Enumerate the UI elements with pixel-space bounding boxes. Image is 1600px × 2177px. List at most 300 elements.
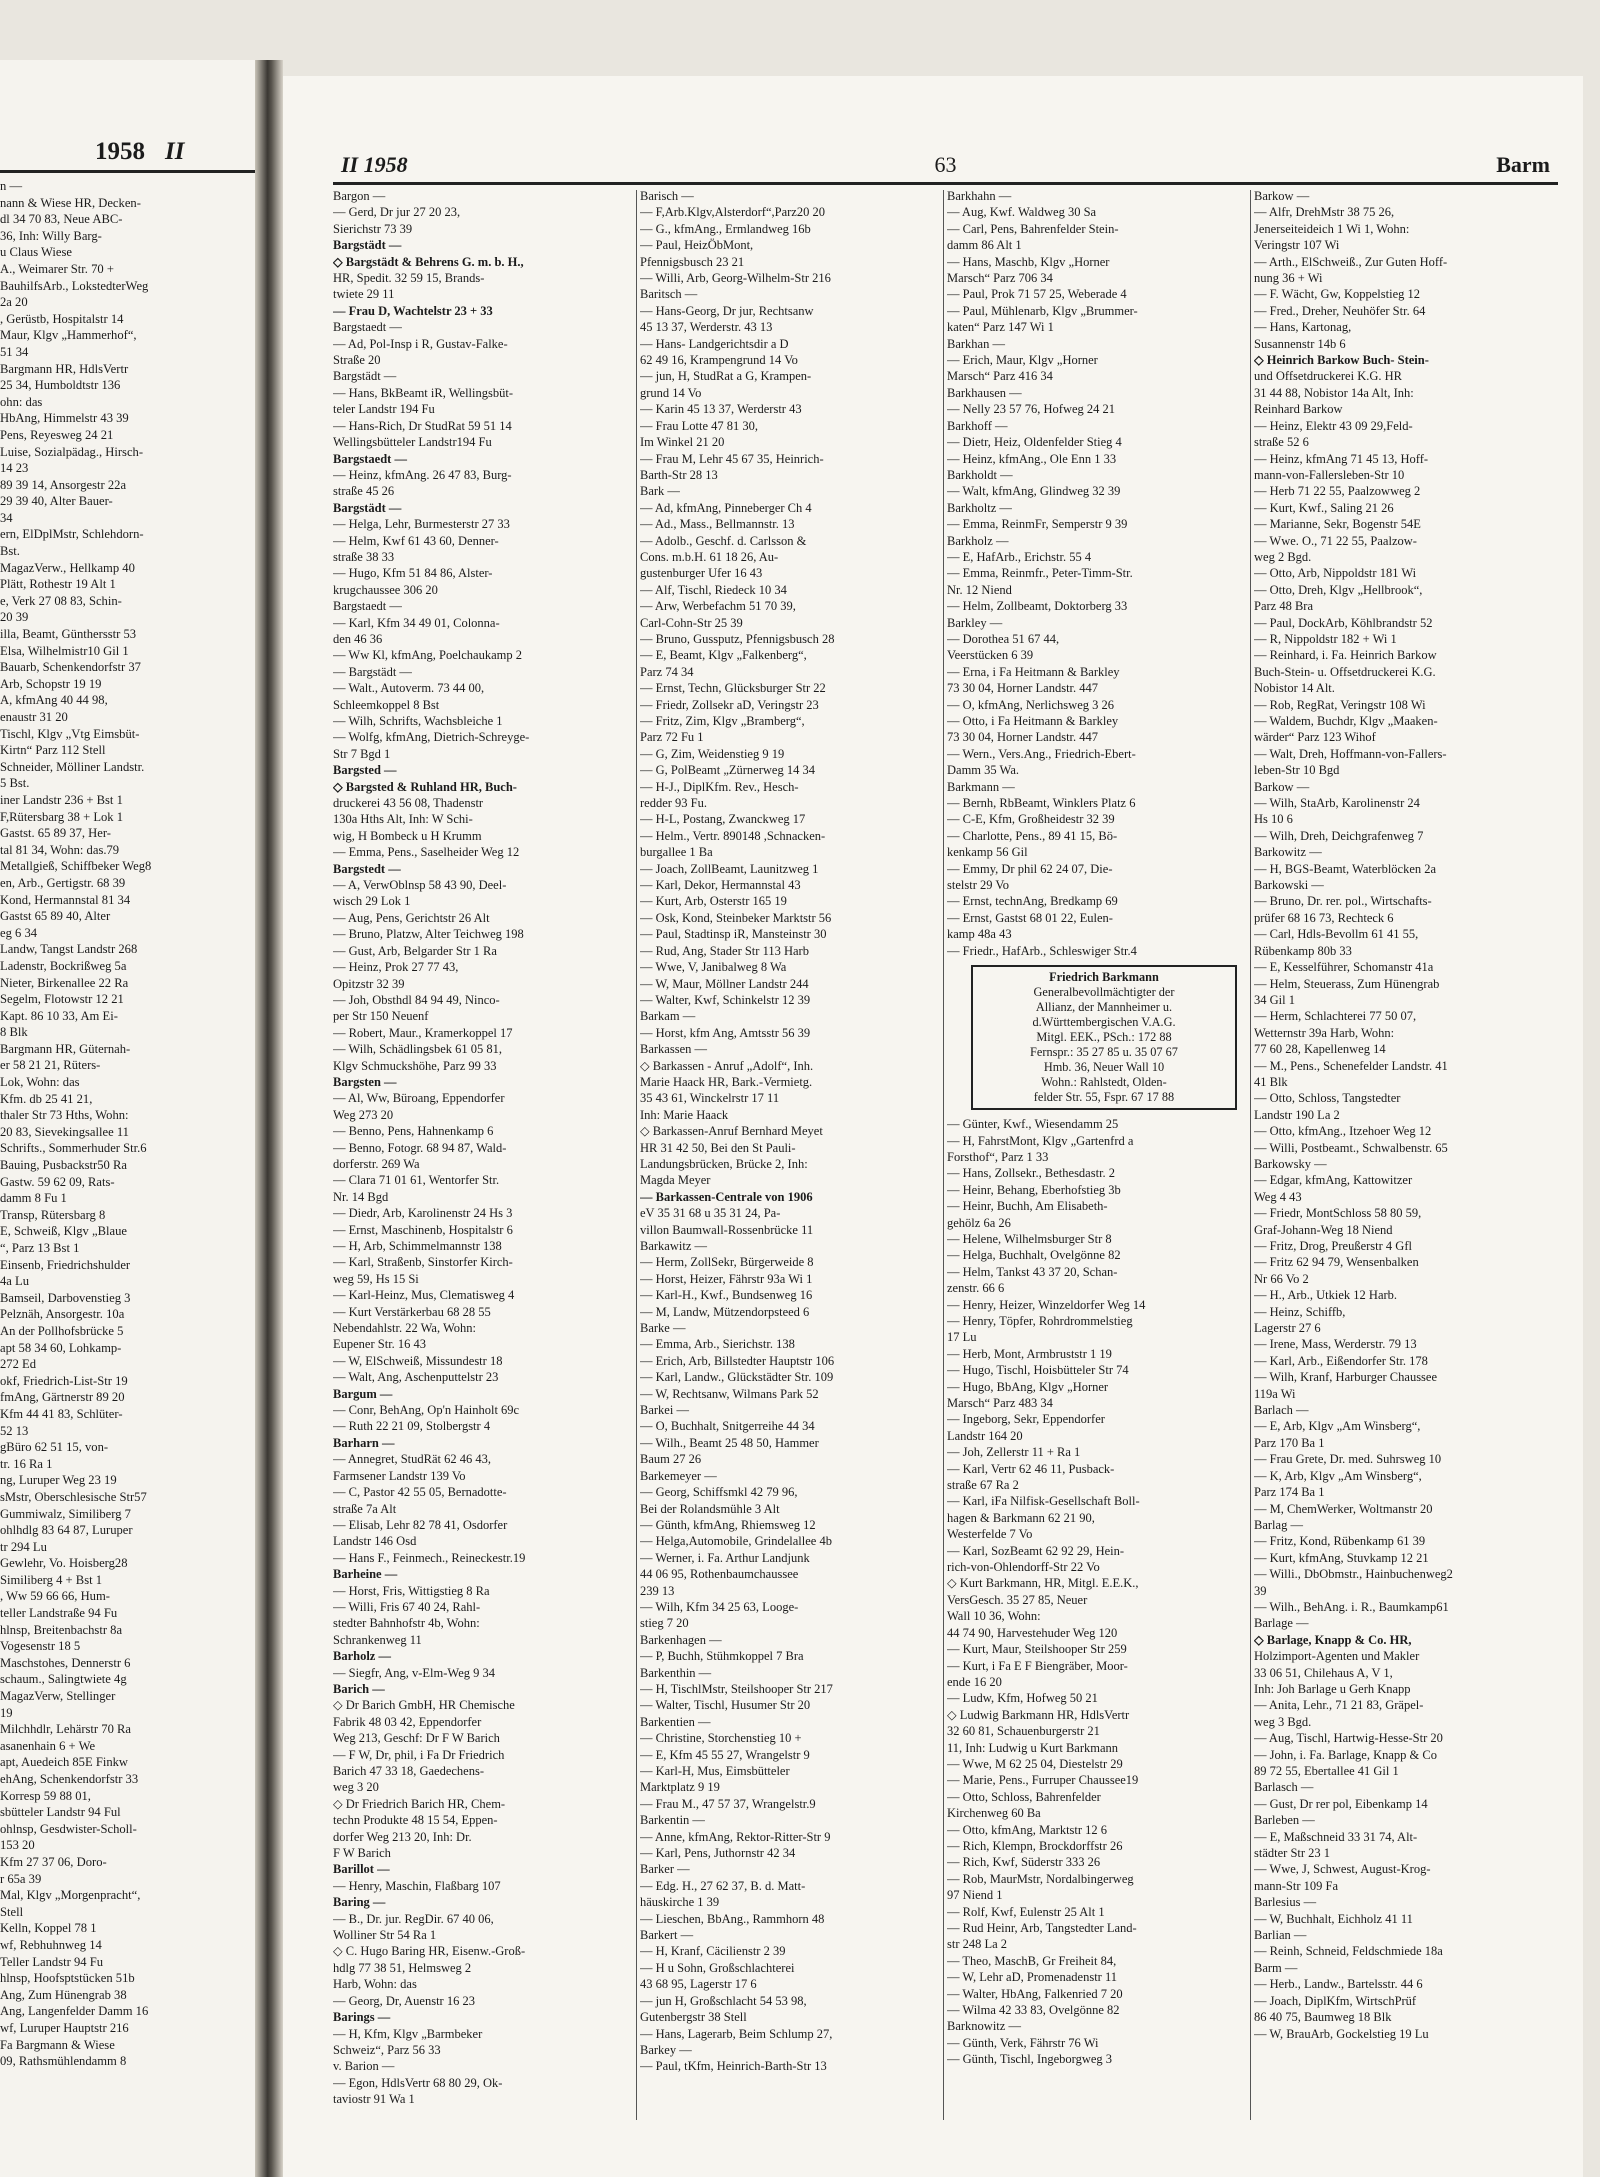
left-page-line: Kond, Hermannstal 81 34 [0,892,131,907]
left-page-line: Vogesenstr 18 5 [0,1639,81,1654]
directory-entry: — Paul, DockArb, Köhlbrandstr 52 [1254,615,1433,630]
directory-entry: Schrankenweg 11 [333,1632,422,1647]
directory-entry: — Heinz, kfmAng., Ole Enn 1 33 [947,451,1117,466]
directory-entry: hagen & Barkmann 62 21 90, [947,1510,1095,1525]
directory-entry: — Henry, Heizer, Winzeldorfer Weg 14 [947,1297,1146,1312]
directory-entry: teler Landstr 194 Fu [333,402,435,417]
directory-entry: — Willi, Fris 67 40 24, Rahl- [333,1599,481,1614]
directory-entry: — Kurt, i Fa E F Biengräber, Moor- [947,1658,1128,1673]
left-page-entries [0,178,255,2070]
directory-entry: — Henry, Maschin, Flaßbarg 107 [333,1878,501,1893]
directory-entry: Schweiz“, Parz 56 33 [333,2042,441,2057]
directory-entry: Barkowsky — [1254,1156,1327,1171]
directory-entry: — Ernst, Gastst 68 01 22, Eulen- [947,910,1113,925]
directory-entry: Nr. 14 Bgd [333,1189,389,1204]
directory-entry: stieg 7 20 [640,1616,689,1631]
advertisement-line: Mitgl. EEK., PSch.: 172 88 [1036,1030,1172,1045]
directory-entry: hdlg 77 38 51, Helmsweg 2 [333,1960,472,1975]
left-page-line: ern, ElDplMstr, Schlehdorn- [0,527,144,542]
directory-entry: Reinhard Barkow [1254,402,1343,417]
left-page-line: Pens, Reyesweg 24 21 [0,427,114,442]
directory-entry: — Frau D, Wachtelstr 23 + 33 [333,303,493,318]
left-page-line: illa, Beamt, Günthersstr 53 [0,627,137,642]
directory-entry: Nr. 12 Niend [947,582,1012,597]
directory-entry: Marktplatz 9 19 [640,1780,720,1795]
directory-entry: Barkam — [640,1009,696,1024]
advertisement-line: Allianz, der Mannheimer u. [1035,1000,1173,1015]
left-page-line: Gastst. 65 89 37, Her- [0,826,111,841]
directory-entry: Schleemkoppel 8 Bst [333,697,440,712]
directory-entry: gehölz 6a 26 [947,1215,1011,1230]
directory-entry: v. Barion — [333,2059,395,2074]
left-page-line: r 65a 39 [0,1871,42,1886]
left-page-line: ng, Luruper Weg 23 19 [0,1473,117,1488]
directory-entry: dorferstr. 269 Wa [333,1156,420,1171]
left-page-line: nann & Wiese HR, Decken- [0,195,141,210]
directory-entry: Barkholtz — [947,500,1012,515]
directory-entry: Parz 74 34 [640,664,694,679]
directory-entry: Wetternstr 39a Harb, Wohn: [1254,1025,1395,1040]
directory-entry: — M., Pens., Schenefelder Landstr. 41 [1254,1058,1448,1073]
directory-entry: — Gust, Dr rer pol, Eibenkamp 14 [1254,1796,1428,1811]
directory-entry: rich-von-Ohlendorff-Str 22 Vo [947,1560,1100,1575]
directory-entry: — Otto, i Fa Heitmann & Barkley [947,714,1119,728]
directory-entry: — Friedr., HafArb., Schleswiger Str.4 [947,943,1137,958]
directory-entry: — Helga, Buchhalt, Ovelgönne 82 [947,1248,1121,1263]
directory-page [283,76,1583,2177]
directory-entry: Bargsted — [333,763,397,778]
directory-entry: — Herb., Landw., Bartelsstr. 44 6 [1254,1977,1423,1992]
directory-entry: — Karl, iFa Nilfisk-Gesellschaft Boll- [947,1494,1140,1509]
directory-entry: — Günth, Tischl, Ingeborgweg 3 [947,2052,1113,2067]
directory-entry: Magda Meyer [640,1173,711,1188]
directory-entry: Bargstaedt — [333,320,402,335]
directory-entry: — Helm., Vertr. 890148 ,Schnacken- [640,828,826,843]
directory-entry: — F,Arb.Klgv,Alsterdorf“,Parz20 20 [640,205,825,220]
directory-entry: — Edg. H., 27 62 37, B. d. Matt- [640,1878,806,1893]
directory-entry: Barkmann — [947,779,1015,794]
directory-entry: — Friedr, MontSchloss 58 80 59, [1254,1206,1422,1221]
directory-entry: — Rolf, Kwf, Eulenstr 25 Alt 1 [947,1904,1105,1919]
directory-entry: — Wwe, J, Schwest, August-Krog- [1254,1862,1431,1877]
directory-entry: Barkhahn — [947,189,1012,203]
directory-entry: — Irene, Mass, Werderstr. 79 13 [1254,1337,1417,1352]
directory-entry: — Rud Heinr, Arb, Tangstedter Land- [947,1921,1137,1935]
left-page-line: Schrifts., Sommerhuder Str.6 [0,1141,147,1156]
directory-entry: — Paul, tKfm, Heinrich-Barth-Str 13 [640,2059,827,2074]
left-page-line: iner Landstr 236 + Bst 1 [0,792,123,807]
directory-entry: Bei der Rolandsmühle 3 Alt [640,1501,780,1516]
directory-entry: kenkamp 56 Gil [947,845,1028,860]
directory-entry: Westerfelde 7 Vo [947,1527,1033,1542]
directory-entry: weg 3 20 [333,1780,379,1795]
directory-entry: — Heinz, Elektr 43 09 29,Feld- [1254,418,1413,433]
directory-entry: — Emma, ReinmFr, Semperstr 9 39 [947,517,1128,532]
directory-entry: — Wilh, Schädlingsbek 61 05 81, [333,1042,503,1057]
directory-entry: ◇ Ludwig Barkmann HR, HdlsVertr [947,1707,1130,1722]
left-page-line: er 58 21 21, Rüters- [0,1058,101,1073]
directory-entry: — Arw, Werbefachm 51 70 39, [640,599,796,614]
directory-entry: Barkholz — [947,533,1009,548]
directory-entry: — Egon, HdlsVertr 68 80 29, Ok- [333,2075,503,2090]
directory-entry: Baritsch — [640,287,698,302]
page-header-left: II 1958 [341,152,408,177]
directory-entry: weg 3 Bgd. [1254,1714,1312,1729]
directory-entry: Straße 20 [333,353,381,368]
directory-entry: häuskirche 1 39 [640,1895,720,1910]
directory-entry: — Wilh, Kfm 34 25 63, Looge- [640,1599,799,1614]
left-page-line: damm 8 Fu 1 [0,1191,67,1206]
directory-entry: — Walter, Kwf, Schinkelstr 12 39 [640,992,811,1007]
directory-entry: — Walt, Dreh, Hoffmann-von-Fallers- [1254,746,1447,761]
directory-entry: — R, Nippoldstr 182 + Wi 1 [1254,631,1397,646]
left-page-line: enaustr 31 20 [0,710,68,724]
directory-entry: Barkert — [640,1928,694,1943]
directory-entry: F W Barich [333,1846,391,1861]
directory-entry: Barkassen — [640,1042,707,1057]
directory-entry: — H, Kfm, Klgv „Barmbeker [333,2026,483,2041]
directory-entry: — Wwe, M 62 25 04, Diestelstr 29 [947,1756,1123,1771]
directory-entry: — Christine, Storchenstieg 10 + [640,1731,802,1746]
directory-entry: Barth-Str 28 13 [640,467,718,482]
directory-entry: — Wwe. O., 71 22 55, Paalzow- [1254,533,1417,548]
directory-entry: — Hans F., Feinmech., Reineckestr.19 [333,1550,526,1565]
directory-entry: Barkowski — [1254,878,1324,893]
directory-column-3 [947,188,1247,2068]
directory-entry: Barich 47 33 18, Gaedechens- [333,1764,484,1778]
directory-entry: Barkemeyer — [640,1468,717,1483]
directory-entry: Marsch“ Parz 706 34 [947,271,1053,286]
directory-entry: — Gust, Arb, Belgarder Str 1 Ra [333,943,497,958]
directory-entry: ◇ Barkassen - Anruf „Adolf“, Inh. [640,1058,814,1073]
left-page-line: 5 Bst. [0,776,30,791]
directory-column-4 [1254,188,1554,2042]
directory-entry: — Joh, Obsthdl 84 94 49, Ninco- [333,992,500,1007]
directory-entry: — F. Wächt, Gw, Koppelstieg 12 [1254,287,1420,302]
directory-entry: Barker — [640,1862,690,1877]
directory-entry: — Hugo, BbAng, Klgv „Horner [947,1379,1109,1394]
left-page-line: ohlnsp, Gesdwister-Scholl- [0,1821,137,1836]
directory-entry: — Fritz, Kond, Rübenkamp 61 39 [1254,1534,1426,1549]
directory-entry: — C-E, Kfm, Großheidestr 32 39 [947,812,1115,827]
left-page-line: Einsenb, Friedrichshulder [0,1257,131,1272]
directory-entry: — G, PolBeamt „Zürnerweg 14 34 [640,763,815,778]
left-page-line: Bauarb, Schenkendorfstr 37 [0,660,141,675]
left-page-line: 19 [0,1705,13,1720]
directory-entry: — Wolfg, kfmAng, Dietrich-Schreyge- [333,730,530,745]
left-page-line: Landw, Tangst Landstr 268 [0,942,138,957]
directory-entry: — Otto, kfmAng., Itzehoer Weg 12 [1254,1124,1432,1139]
directory-entry: — Fritz, Drog, Preußerstr 4 Gfl [1254,1239,1412,1253]
directory-entry: Nebendahlstr. 22 Wa, Wohn: [333,1321,476,1336]
directory-entry: Barkei — [640,1403,689,1418]
left-page-line: Lok, Wohn: das [0,1075,80,1090]
directory-entry: — Hans, Zollsekr., Bethesdastr. 2 [947,1166,1116,1181]
directory-entry: 119a Wi [1254,1386,1296,1401]
directory-entry: Lagerstr 27 6 [1254,1321,1321,1336]
directory-entry: — Hans-Georg, Dr jur, Rechtsanw [640,303,814,318]
directory-entry: — W, ElSchweiß, Missundestr 18 [333,1353,503,1368]
left-page-line: schaum., Salingtwiete 4g [0,1672,127,1687]
directory-entry: — Waldem, Buchdr, Klgv „Maaken- [1254,714,1438,728]
directory-entry: Barkenhagen — [640,1632,722,1647]
advertisement-line: Generalbevollmächtigter der [1033,985,1175,1000]
directory-entry: twiete 29 11 [333,287,395,302]
directory-entry: — Horst, Heizer, Fährstr 93a Wi 1 [640,1271,813,1286]
left-page-line: Tischl, Klgv „Vtg Eimsbüt- [0,726,140,741]
left-page-line: Korresp 59 88 01, [0,1788,91,1803]
directory-entry: — E, Maßschneid 33 31 74, Alt- [1254,1829,1418,1844]
left-page-line: , Ww 59 66 66, Hum- [0,1589,110,1604]
left-page-line: 153 20 [0,1838,35,1853]
left-page-line: 20 39 [0,610,29,625]
directory-entry: — Walter, HbAng, Falkenried 7 20 [947,1986,1123,2001]
directory-entry: ◇ C. Hugo Baring HR, Eisenw.-Groß- [333,1944,526,1959]
directory-entry: — H, BGS-Beamt, Waterblöcken 2a [1254,861,1437,876]
directory-entry: — Ad, kfmAng, Pinneberger Ch 4 [640,500,812,515]
advertisement-line: Fernspr.: 35 27 85 u. 35 07 67 [1030,1045,1178,1060]
directory-entry: Barkawitz — [640,1239,707,1253]
directory-entry: — Otto, Arb, Nippoldstr 181 Wi [1254,566,1417,581]
directory-entry: Barisch — [640,189,694,203]
directory-entry: — Wilh., Beamt 25 48 50, Hammer [640,1435,819,1450]
directory-entry: — Fritz 62 94 79, Wensenbalken [1254,1255,1419,1270]
directory-entry: — Hugo, Kfm 51 84 86, Alster- [333,566,493,581]
left-page-line: Nieter, Birkenallee 22 Ra [0,975,129,990]
left-page-line: Mal, Klgv „Morgenpracht“, [0,1888,141,1903]
directory-entry: — Herm, Schlachterei 77 50 07, [1254,1009,1417,1024]
directory-entry: — W, Rechtsanw, Wilmans Park 52 [640,1386,819,1401]
directory-entry: Farmsener Landstr 139 Vo [333,1468,466,1483]
directory-entry: Im Winkel 21 20 [640,435,725,450]
directory-entry: — jun H, Großschlacht 54 53 98, [640,1993,807,2008]
directory-entry: — Walt, kfmAng, Glindweg 32 39 [947,484,1121,499]
directory-entry: — Benno, Fotogr. 68 94 87, Wald- [333,1140,507,1155]
directory-entry: straße 67 Ra 2 [947,1478,1019,1493]
directory-entry: — Otto, Schloss, Bahrenfelder [947,1789,1101,1804]
directory-entry: — Helm, Kwf 61 43 60, Denner- [333,533,499,548]
directory-entry: Barkley — [947,615,1003,630]
directory-entry: — Helga, Lehr, Burmesterstr 27 33 [333,517,510,532]
directory-entry: Parz 48 Bra [1254,599,1314,614]
directory-entry: 130a Hths Alt, Inh: W Schi- [333,812,473,827]
left-page-line: Ang, Langenfelder Damm 16 [0,2004,149,2019]
left-page-year: 1958 [95,138,145,165]
directory-entry: städter Str 23 1 [1254,1846,1331,1861]
directory-entry: stelstr 29 Vo [947,878,1010,893]
directory-entry: — Emma, Reinmfr., Peter-Timm-Str. [947,566,1133,581]
directory-entry: Opitzstr 32 39 [333,976,405,991]
directory-entry: — Paul, HeizÖbMont, [640,238,754,253]
left-page-line: en, Arb., Gertigstr. 68 39 [0,875,126,890]
directory-entry: — Ernst, Techn, Glücksburger Str 22 [640,681,826,696]
directory-entry: — Bruno, Gussputz, Pfennigsbusch 28 [640,631,835,646]
left-page-line: 272 Ed [0,1357,37,1372]
directory-entry: — Rud, Ang, Stader Str 113 Harb [640,943,809,958]
directory-entry: — Günth, Verk, Fährstr 76 Wi [947,2035,1099,2050]
directory-entry: — G, Zim, Weidenstieg 9 19 [640,746,785,761]
directory-entry: — jun, H, StudRat a G, Krampen- [640,369,812,384]
directory-entry: 35 43 61, Winckelrstr 17 11 [640,1091,780,1106]
directory-entry: 73 30 04, Horner Landstr. 447 [947,730,1099,745]
directory-entry: — Karl, Vertr 62 46 11, Pusback- [947,1461,1115,1476]
directory-entry: — Friedr, Zollsekr aD, Veringstr 23 [640,697,819,712]
directory-entry: Barich — [333,1681,385,1696]
directory-entry: 17 Lu [947,1330,977,1345]
directory-entry: 33 06 51, Chilehaus A, V 1, [1254,1665,1393,1680]
directory-entry: Barkey — [640,2042,692,2057]
directory-entry: druckerei 43 56 08, Thadenstr [333,796,484,811]
left-page-line: 29 39 40, Alter Bauer- [0,494,113,509]
directory-entry: — Marianne, Sekr, Bogenstr 54E [1254,517,1421,532]
directory-entry: — Kurt, Kwf., Saling 21 26 [1254,500,1394,515]
directory-entry: Barm — [1254,1960,1298,1975]
advertisement-line: d.Württembergischen V.A.G. [1032,1015,1176,1030]
directory-entry: techn Produkte 48 15 54, Eppen- [333,1813,498,1828]
directory-entry: 73 30 04, Horner Landstr. 447 [947,681,1099,696]
directory-entry: — Bruno, Dr. rer. pol., Wirtschafts- [1254,894,1432,909]
directory-entry: — W, Lehr aD, Promenadenstr 11 [947,1970,1117,1985]
left-page-line: ehAng, Schenkendorfstr 33 [0,1772,139,1786]
directory-entry: — Adolb., Geschf. d. Carlsson & [640,533,807,548]
directory-entry: Susannenstr 14b 6 [1254,336,1346,351]
directory-entry: — Rob, MaurMstr, Nordalbingerweg [947,1871,1134,1886]
directory-entry: Jenerseiteideich 1 Wi 1, Wohn: [1254,221,1410,236]
left-page-line: Gewlehr, Vo. Hoisberg28 [0,1556,128,1571]
left-page-line: tr. 16 Ra 1 [0,1456,53,1471]
directory-entry: kamp 48a 43 [947,927,1012,942]
directory-entry: Marsch“ Parz 416 34 [947,369,1053,384]
directory-entry: — K, Arb, Klgv „Am Winsberg“, [1254,1468,1422,1483]
directory-entry: — E, HafArb., Erichstr. 55 4 [947,549,1092,564]
left-page-line: apt, Auedeich 85E Finkw [0,1755,129,1770]
directory-entry: Forsthof“, Parz 1 33 [947,1149,1049,1164]
left-page-line: gBüro 62 51 15, von- [0,1440,109,1455]
directory-entry: dorfer Weg 213 20, Inh: Dr. [333,1829,472,1844]
left-page-line: Luise, Sozialpädag., Hirsch- [0,444,144,459]
directory-entry: Damm 35 Wa. [947,763,1020,778]
directory-entry: — W, Buchhalt, Eichholz 41 11 [1254,1911,1413,1926]
left-page-line: Gastst 65 89 40, Alter [0,909,111,924]
left-page-line: Bamseil, Darbovenstieg 3 [0,1290,131,1305]
directory-entry: leben-Str 10 Bgd [1254,763,1340,778]
directory-entry: ◇ Kurt Barkmann, HR, Mitgl. E.E.K., [947,1576,1139,1591]
directory-entry: — Ingeborg, Sekr, Eppendorfer [947,1412,1105,1427]
left-page-line: 36, Inh: Willy Barg- [0,228,102,243]
left-page-line: MagazVerw., Hellkamp 40 [0,560,135,575]
directory-entry: burgallee 1 Ba [640,845,713,860]
directory-entry: Barharn — [333,1435,395,1450]
advertisement-box [971,965,1237,1110]
left-page-line: okf, Friedrich-List-Str 19 [0,1373,128,1388]
directory-entry: — Osk, Kond, Steinbeker Marktstr 56 [640,910,832,925]
page-number: 63 [934,152,957,177]
directory-entry: Barillot — [333,1862,390,1877]
left-page-line: Metallgieß, Schiffbeker Weg8 [0,859,152,874]
directory-entry: Landstr 190 La 2 [1254,1107,1340,1122]
left-page-line: 51 34 [0,344,29,359]
directory-entry: — Herb 71 22 55, Paalzowweg 2 [1254,484,1421,499]
left-page-line: eg 6 34 [0,925,38,940]
directory-entry: und Offsetdruckerei K.G. HR [1254,369,1402,384]
directory-entry: wisch 29 Lok 1 [333,894,411,909]
directory-entry: Veringstr 107 Wi [1254,238,1340,253]
directory-entry: — Rich, Klempn, Brockdorffstr 26 [947,1838,1123,1853]
directory-entry: — W, Maur, Möllner Landstr 244 [640,976,809,991]
directory-entry: 32 60 81, Schauenburgerstr 21 [947,1724,1100,1739]
left-page-line: 4a Lu [0,1274,30,1289]
page-header [333,144,1558,185]
left-page-line: Gummiwalz, Similiberg 7 [0,1506,131,1521]
left-page-line: e, Verk 27 08 83, Schin- [0,593,122,608]
directory-entry: — Heinr, Buchh, Am Elisabeth- [947,1199,1108,1214]
left-page-line: u Claus Wiese [0,245,73,260]
left-page-fragment [0,60,256,2177]
directory-entry: Weg 273 20 [333,1107,394,1122]
directory-entry: — Helm, Tankst 43 37 20, Schan- [947,1264,1118,1279]
directory-entry: — Conr, BehAng, Op'n Hainholt 69c [333,1403,520,1418]
directory-entry: — Heinz, kfmAng 71 45 13, Hoff- [1254,451,1429,466]
directory-entry: Inh: Joh Barlage u Gerh Knapp [1254,1681,1411,1696]
left-page-line: A, kfmAng 40 44 98, [0,693,108,708]
directory-entry: — Joach, DiplKfm, WirtschPrüf [1254,1993,1417,2008]
directory-entry: — Benno, Pens, Hahnenkamp 6 [333,1124,494,1139]
directory-entry: — Heinz, Prok 27 77 43, [333,960,459,975]
directory-entry: Barkhan — [947,336,1005,351]
directory-entry: — Carl, Pens, Bahrenfelder Stein- [947,221,1119,236]
directory-entry: 39 [1254,1583,1267,1598]
directory-entry: — Hans, Lagerarb, Beim Schlump 27, [640,2026,833,2041]
directory-entry: — A, VerwOblnsp 58 43 90, Deel- [333,878,507,893]
directory-entry: — H, FahrstMont, Klgv „Gartenfrd a [947,1133,1134,1148]
directory-entry: Klgv Schmuckshöhe, Parz 99 33 [333,1058,497,1073]
directory-entry: den 46 36 [333,631,383,646]
book-gutter [255,60,283,2177]
directory-entry: — E, Kesselführer, Schomanstr 41a [1254,960,1434,975]
directory-entry: — Helm, Steuerass, Zum Hünengrab [1254,976,1440,991]
directory-entry: Holzimport-Agenten und Makler [1254,1649,1420,1664]
left-page-line: Plätt, Rothestr 19 Alt 1 [0,577,116,592]
directory-entry: — John, i. Fa. Barlage, Knapp & Co [1254,1747,1437,1762]
directory-entry: — Georg, Dr, Auenstr 16 23 [333,1993,475,2008]
left-page-line: teller Landstraße 94 Fu [0,1606,118,1621]
directory-entry: Wall 10 36, Wohn: [947,1609,1041,1624]
left-page-line: Gastw. 59 62 09, Rats- [0,1174,115,1189]
directory-entry: — Karl, Pens, Juthornstr 42 34 [640,1846,796,1861]
directory-entry: straße 45 26 [333,484,395,499]
left-page-line: apt 58 34 60, Lohkamp- [0,1340,122,1355]
directory-entry: — H-J., DiplKfm. Rev., Hesch- [640,779,799,794]
directory-entry: — M, Landw, Mützendorpsteed 6 [640,1304,810,1319]
left-page-line: sbütteler Landstr 94 Ful [0,1805,121,1820]
directory-entry: wärder“ Parz 123 Wihof [1254,730,1376,745]
left-page-line: Bargmann HR, HdlsVertr [0,361,129,376]
directory-entry: — Erich, Maur, Klgv „Horner [947,353,1098,368]
directory-entry: — Carl, Hdls-Bevollm 61 41 55, [1254,927,1419,942]
directory-entry: — Barkassen-Centrale von 1906 [640,1189,813,1204]
directory-entry: Baum 27 26 [640,1452,702,1467]
directory-entry: ◇ Heinrich Barkow Buch- Stein- [1254,353,1429,368]
directory-entry: Barheine — [333,1567,398,1582]
advertisement-line: Hmb. 36, Neuer Wall 10 [1043,1060,1165,1075]
directory-entry: — P, Buchh, Stühmkoppel 7 Bra [640,1649,804,1664]
directory-entry: — Karl, Straßenb, Sinstorfer Kirch- [333,1255,513,1270]
directory-entry: 89 72 55, Ebertallee 41 Gil 1 [1254,1764,1399,1778]
directory-entry: — Bruno, Platzw, Alter Teichweg 198 [333,927,524,942]
left-page-line: ohn: das [0,394,43,409]
directory-entry: — Rich, Kwf, Süderstr 333 26 [947,1855,1101,1870]
directory-entry: Landstr 146 Osd [333,1534,417,1549]
